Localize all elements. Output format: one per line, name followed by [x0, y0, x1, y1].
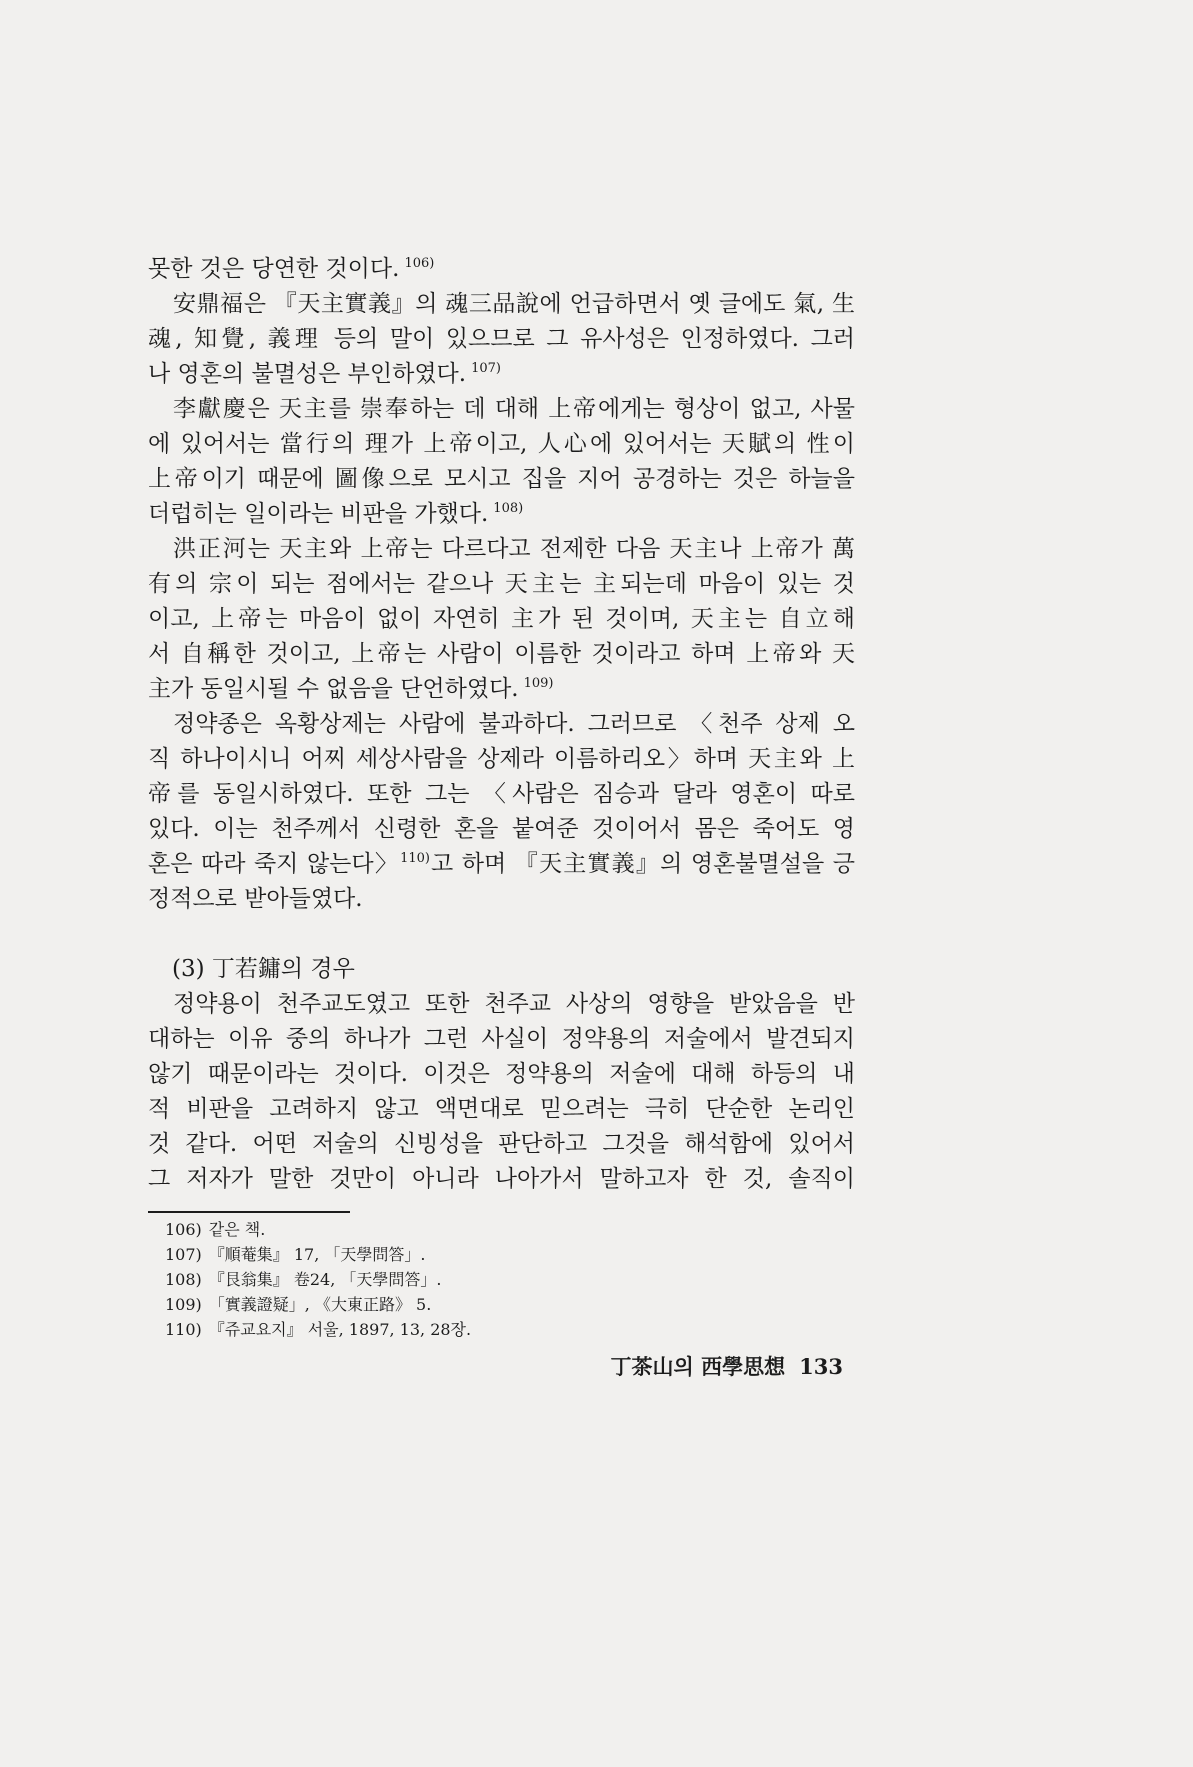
footnote [165, 1317, 805, 1342]
text-line: 安鼎福은 『天主實義』의 魂三品說에 언급하면서 옛 글에도 氣, 生 [173, 291, 855, 317]
footnote-text: 「實義證疑」, 《大東正路》 5. [208, 1295, 432, 1314]
text-line: 직 하나이시니 어찌 세상사람을 상제라 이름하리오〉하며 天主와 上 [148, 746, 855, 772]
footnote-ref: 108) [493, 501, 524, 516]
footnote-text: 『쥬교요지』 서울, 1897, 13, 28장. [208, 1320, 472, 1339]
footnote-text: 『艮翁集』 卷24, 「天學問答」. [208, 1270, 442, 1289]
text-line: 이고, 上帝는 마음이 없이 자연히 主가 된 것이며, 天主는 自立해 [148, 606, 855, 632]
footnote [165, 1242, 805, 1267]
footnote-ref: 109) [523, 676, 554, 691]
page-number: 133 [799, 1354, 843, 1379]
text-line: 有의 宗이 되는 점에서는 같으나 天主는 主되는데 마음이 있는 것 [148, 571, 855, 597]
line-text: 더럽히는 일이라는 비판을 가했다. [148, 501, 489, 527]
text-line [148, 357, 855, 392]
text-line: 서 自稱한 것이고, 上帝는 사람이 이름한 것이라고 하며 上帝와 天 [148, 641, 855, 667]
paragraph [148, 707, 855, 917]
footnote-text: 『順菴集』 17, 「天學問答」. [208, 1245, 426, 1264]
footnote [165, 1267, 805, 1292]
text-line: 정적으로 받아들였다. [148, 886, 363, 912]
footnote-rule [148, 1211, 350, 1213]
text-line: 것 같다. 어떤 저술의 신빙성을 판단하고 그것을 해석함에 있어서 [148, 1131, 855, 1157]
footnote-number: 107) [165, 1245, 202, 1264]
text-line [148, 497, 855, 532]
text-line: 정약종은 옥황상제는 사람에 불과하다. 그러므로 〈천주 상제 오 [173, 711, 855, 737]
text-line: 대하는 이유 중의 하나가 그런 사실이 정약용의 저술에서 발견되지 [148, 1026, 855, 1052]
paragraph [148, 987, 855, 1197]
footnote-ref: 107) [471, 361, 501, 376]
text-line: 에 있어서는 當行의 理가 上帝이고, 人心에 있어서는 天賦의 性이 [148, 431, 855, 457]
line-text: 고 하며 『天主實義』의 영혼불멸설을 긍 [430, 851, 855, 877]
footnote-text: 같은 책. [208, 1220, 266, 1239]
line-text: 나 영혼의 불멸성은 부인하였다. [148, 361, 467, 387]
text-line [148, 672, 855, 707]
footnote [165, 1217, 805, 1242]
line-text: 혼은 따라 죽지 않는다〉 [148, 851, 400, 877]
line-text: 못한 것은 당연한 것이다. [148, 256, 400, 282]
footnote-ref: 110) [400, 851, 430, 866]
text-line [148, 252, 855, 287]
footnotes [165, 1217, 805, 1342]
text-line: 정약용이 천주교도였고 또한 천주교 사상의 영향을 받았음을 반 [173, 991, 855, 1017]
text-line: 그 저자가 말한 것만이 아니라 나아가서 말하고자 한 것, 솔직이 [148, 1166, 855, 1192]
line-text: 主가 동일시될 수 없음을 단언하였다. [148, 676, 519, 702]
footnote-number: 109) [165, 1295, 202, 1314]
footnote-ref: 106) [404, 256, 435, 271]
footnote [165, 1292, 805, 1317]
footnote-number: 106) [165, 1220, 202, 1239]
text-line: 않기 때문이라는 것이다. 이것은 정약용의 저술에 대해 하등의 내 [148, 1061, 855, 1087]
text-line: 魂, 知覺, 義理 등의 말이 있으므로 그 유사성은 인정하였다. 그러 [148, 326, 855, 352]
text-line: 上帝이기 때문에 圖像으로 모시고 집을 지어 공경하는 것은 하늘을 [148, 466, 855, 492]
text-line: 적 비판을 고려하지 않고 액면대로 믿으려는 극히 단순한 논리인 [148, 1096, 855, 1122]
paragraph [148, 287, 855, 392]
footnote-number: 108) [165, 1270, 202, 1289]
text-line [148, 847, 855, 882]
paragraph [148, 252, 855, 287]
section-heading: (3) 丁若鏞의 경우 [172, 956, 355, 982]
running-footer-title: 丁茶山의 西學思想 [610, 1354, 786, 1379]
paragraph [148, 532, 855, 707]
running-footer [540, 1354, 843, 1380]
text-line: 帝를 동일시하였다. 또한 그는 〈사람은 짐승과 달라 영혼이 따로 [148, 781, 855, 807]
footnote-number: 110) [165, 1320, 202, 1339]
paragraph [148, 392, 855, 532]
text-line: 있다. 이는 천주께서 신령한 혼을 붙여준 것이어서 몸은 죽어도 영 [148, 816, 855, 842]
body-text [148, 252, 855, 1197]
text-line: 李獻慶은 天主를 崇奉하는 데 대해 上帝에게는 형상이 없고, 사물 [173, 396, 855, 422]
text-line: 洪正河는 天主와 上帝는 다르다고 전제한 다음 天主나 上帝가 萬 [173, 536, 855, 562]
